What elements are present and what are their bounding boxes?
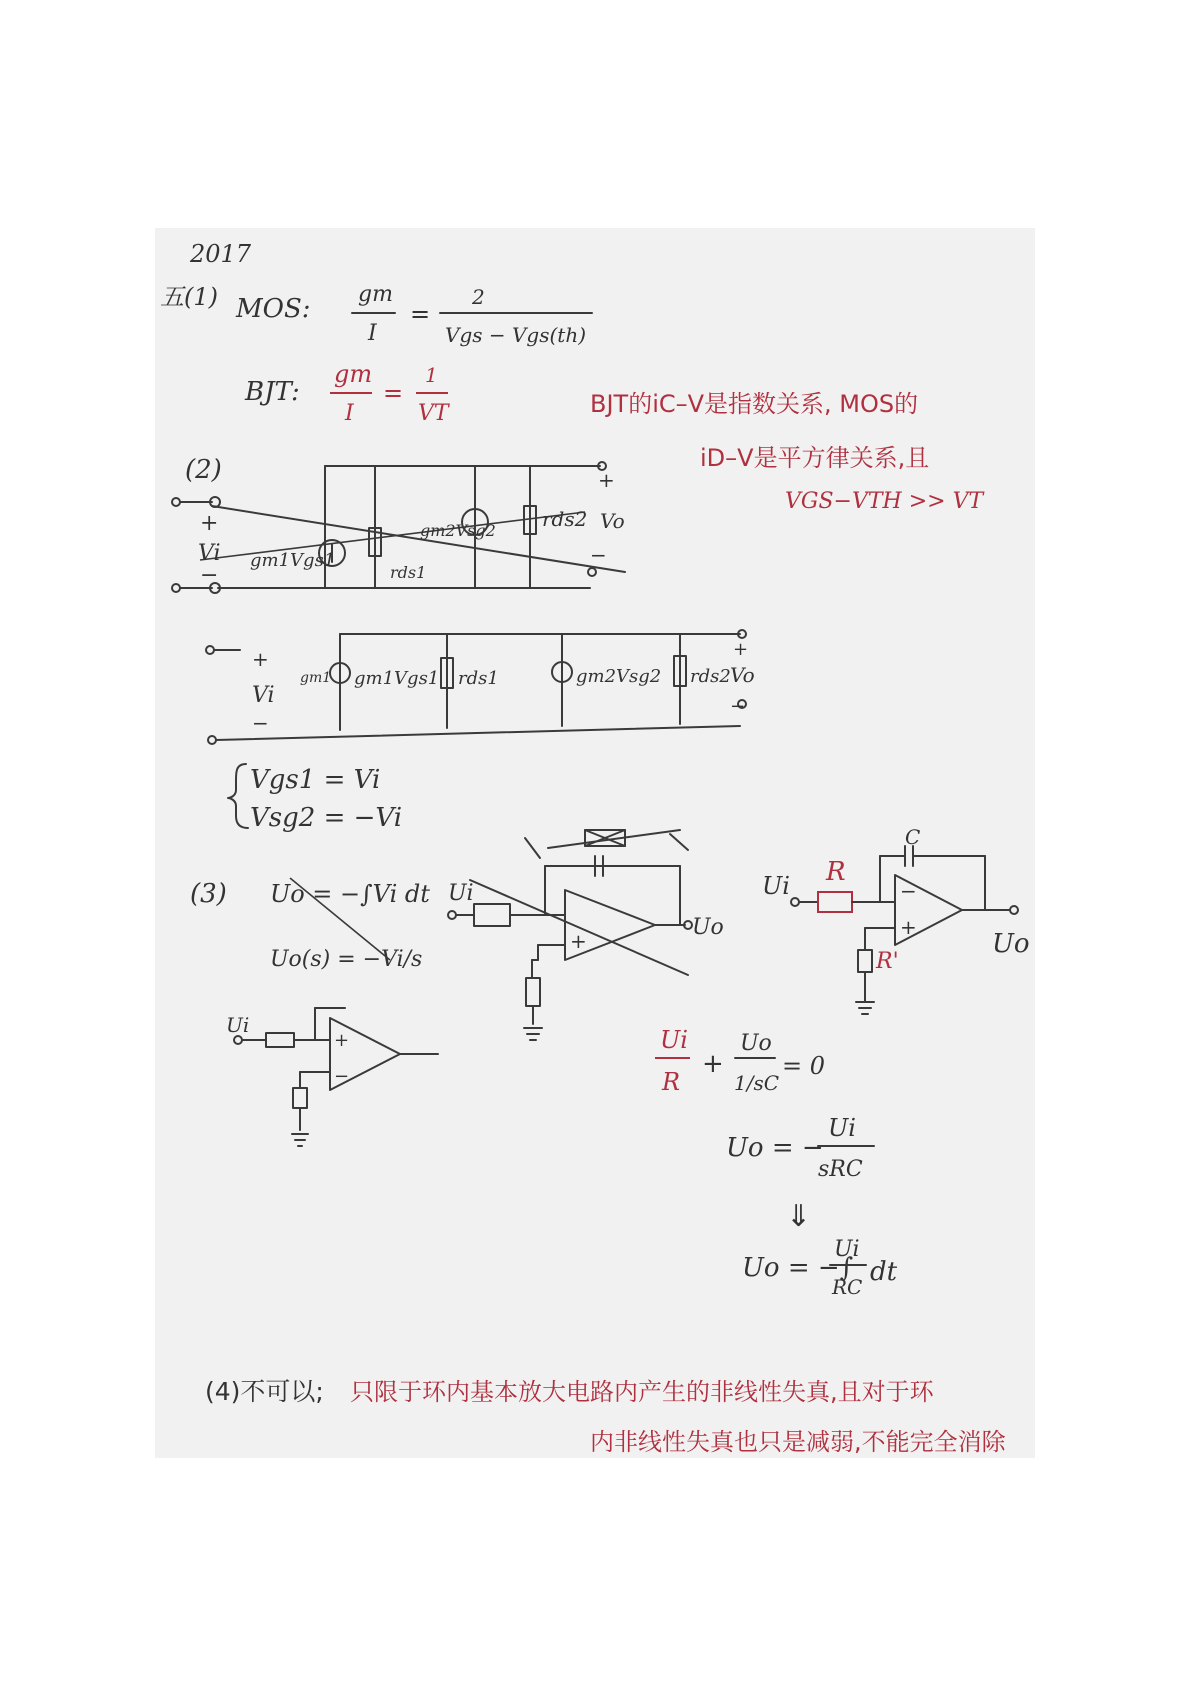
right-r: R — [826, 857, 846, 887]
deriv-arrow: ⇓ — [786, 1199, 812, 1234]
c1-out-plus: + — [598, 468, 615, 492]
deriv2-lhs: Uo = − — [726, 1133, 824, 1163]
right-ui: Ui — [762, 872, 790, 900]
part4-line-2: 内非线性失真也只是减弱,不能完全消除 — [590, 1428, 1006, 1456]
part4-prefix: (4)不可以; — [205, 1377, 324, 1406]
part2-eq1: Vgs1 = Vi — [250, 765, 381, 795]
c1-out-minus: − — [590, 543, 607, 567]
right-uo: Uo — [992, 929, 1030, 959]
deriv3-dt: dt — [870, 1257, 898, 1287]
year-label: 2017 — [190, 240, 252, 268]
small-minus: − — [334, 1066, 350, 1087]
right-rprime: R' — [876, 949, 899, 974]
c1-rds2: rds2 — [542, 507, 588, 531]
small-ui: Ui — [226, 1013, 250, 1037]
c2-gm1: gm1Vgs1 — [354, 668, 440, 689]
note-line-3: VGS−VTH >> VT — [785, 489, 984, 514]
c2-rds1: rds1 — [458, 668, 499, 689]
c2-out-minus: − — [730, 696, 746, 717]
c1-minus: − — [200, 563, 219, 588]
deriv3-lhs: Uo = −∫ — [742, 1253, 854, 1283]
part3-label: (3) — [190, 879, 227, 909]
deriv2-num: Ui — [828, 1114, 856, 1142]
bjt-label: BJT: — [245, 377, 300, 407]
mos-den: Vgs − Vgs(th) — [445, 323, 587, 347]
c1-gm2: gm2Vsg2 — [420, 521, 496, 540]
deriv1-b-num: Uo — [740, 1031, 772, 1056]
part3-eq1: Uo = −∫Vi dt — [270, 880, 430, 908]
right-minus: − — [900, 879, 917, 903]
note-line-1: BJT的iC–V是指数关系, MOS的 — [590, 390, 919, 418]
mos-gm: gm — [358, 282, 393, 307]
c2-minus: − — [252, 711, 269, 735]
part2-label: (2) — [185, 455, 222, 485]
deriv3-den: RC — [832, 1275, 863, 1299]
section-label: 五(1) — [160, 283, 218, 311]
mos-two: 2 — [472, 285, 485, 309]
c1-plus: + — [200, 511, 219, 536]
c1-rds1: rds1 — [390, 563, 427, 582]
mid-ui: Ui — [448, 881, 474, 906]
bjt-one: 1 — [425, 363, 438, 387]
bjt-equals: = — [383, 379, 404, 407]
bjt-vt: VT — [418, 401, 449, 426]
c2-rds2: rds2 — [690, 666, 731, 687]
mos-equals: = — [410, 300, 431, 328]
deriv1-rhs: = 0 — [782, 1052, 826, 1080]
bjt-i: I — [345, 401, 354, 426]
part3-eq2: Uo(s) = −Vi/s — [270, 947, 423, 972]
part2-eq2: Vsg2 = −Vi — [250, 803, 403, 833]
part4-line-1: 只限于环内基本放大电路内产生的非线性失真,且对于环 — [350, 1378, 934, 1406]
mos-label: MOS: — [236, 294, 311, 324]
right-plus: + — [900, 915, 917, 939]
deriv1-plus: + — [702, 1049, 724, 1079]
mid-plus: + — [570, 929, 587, 953]
note-line-2: iD–V是平方律关系,且 — [700, 444, 930, 472]
deriv1-b-den: 1/sC — [734, 1071, 780, 1095]
c2-vi: Vi — [252, 683, 275, 708]
deriv1-a-num: Ui — [660, 1026, 688, 1054]
c1-vi: Vi — [198, 541, 221, 566]
c1-gm1: gm1Vgs1 — [250, 550, 336, 571]
deriv3-num: Ui — [834, 1237, 860, 1262]
mid-uo: Uo — [692, 915, 724, 940]
c2-out-plus: + — [733, 639, 749, 660]
c1-vo: Vo — [600, 509, 625, 533]
eq-brace — [228, 764, 248, 828]
deriv2-den: sRC — [818, 1157, 863, 1182]
right-c: C — [905, 825, 921, 849]
c2-vo: Vo — [730, 663, 755, 687]
deriv1-a-den: R — [662, 1068, 681, 1096]
small-plus: + — [334, 1030, 350, 1051]
c2-plus: + — [252, 647, 269, 671]
mos-i: I — [368, 321, 377, 346]
bjt-gm: gm — [334, 360, 373, 388]
c2-gm1-small: gm1 — [300, 670, 332, 686]
c2-gm2: gm2Vsg2 — [576, 666, 662, 687]
